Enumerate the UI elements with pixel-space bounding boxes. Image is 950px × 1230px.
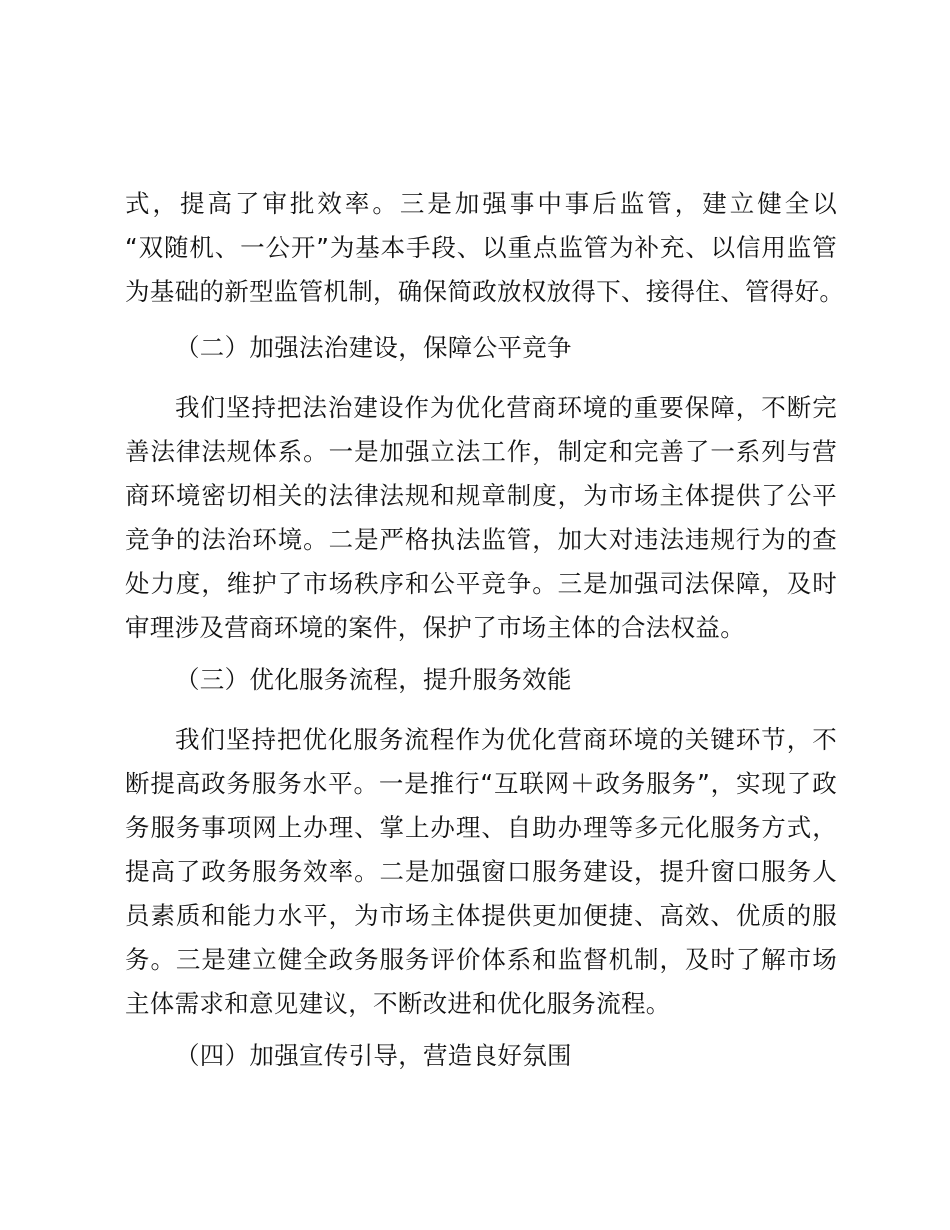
- paragraph-line: 处力度，维护了市场秩序和公平竞争。三是加强司法保障，及时: [125, 569, 837, 598]
- paragraph-line: 务服务事项网上办理、掌上办理、自助办理等多元化服务方式，: [125, 813, 837, 842]
- paragraph-line: 商环境密切相关的法律法规和规章制度，为市场主体提供了公平: [125, 481, 837, 510]
- paragraph-line: “双随机、一公开”为基本手段、以重点监管为补充、以信用监管: [125, 233, 837, 262]
- paragraph-line: 务。三是建立健全政务服务评价体系和监督机制，及时了解市场: [125, 945, 837, 974]
- paragraph-line: 审理涉及营商环境的案件，保护了市场主体的合法权益。: [125, 613, 745, 642]
- paragraph-line: 为基础的新型监管机制，确保简政放权放得下、接得住、管得好。: [125, 277, 845, 306]
- paragraph-line: 提高了政务服务效率。二是加强窗口服务建设，提升窗口服务人: [125, 857, 837, 886]
- paragraph-line: 我们坚持把优化服务流程作为优化营商环境的关键环节，不: [175, 725, 837, 754]
- paragraph-line: 断提高政务服务水平。一是推行“互联网＋政务服务”，实现了政: [125, 769, 837, 798]
- section-heading-3: （三）优化服务流程，提升服务效能: [175, 665, 572, 694]
- paragraph-line: 主体需求和意见建议，不断改进和优化服务流程。: [125, 989, 671, 1018]
- paragraph-line: 式，提高了审批效率。三是加强事中事后监管，建立健全以: [125, 189, 837, 218]
- paragraph-line: 我们坚持把法治建设作为优化营商环境的重要保障，不断完: [175, 393, 837, 422]
- paragraph-line: 员素质和能力水平，为市场主体提供更加便捷、高效、优质的服: [125, 901, 837, 930]
- section-heading-4: （四）加强宣传引导，营造良好氛围: [175, 1041, 572, 1070]
- section-heading-2: （二）加强法治建设，保障公平竞争: [175, 333, 572, 362]
- paragraph-line: 善法律法规体系。一是加强立法工作，制定和完善了一系列与营: [125, 437, 837, 466]
- paragraph-line: 竞争的法治环境。二是严格执法监管，加大对违法违规行为的查: [125, 525, 837, 554]
